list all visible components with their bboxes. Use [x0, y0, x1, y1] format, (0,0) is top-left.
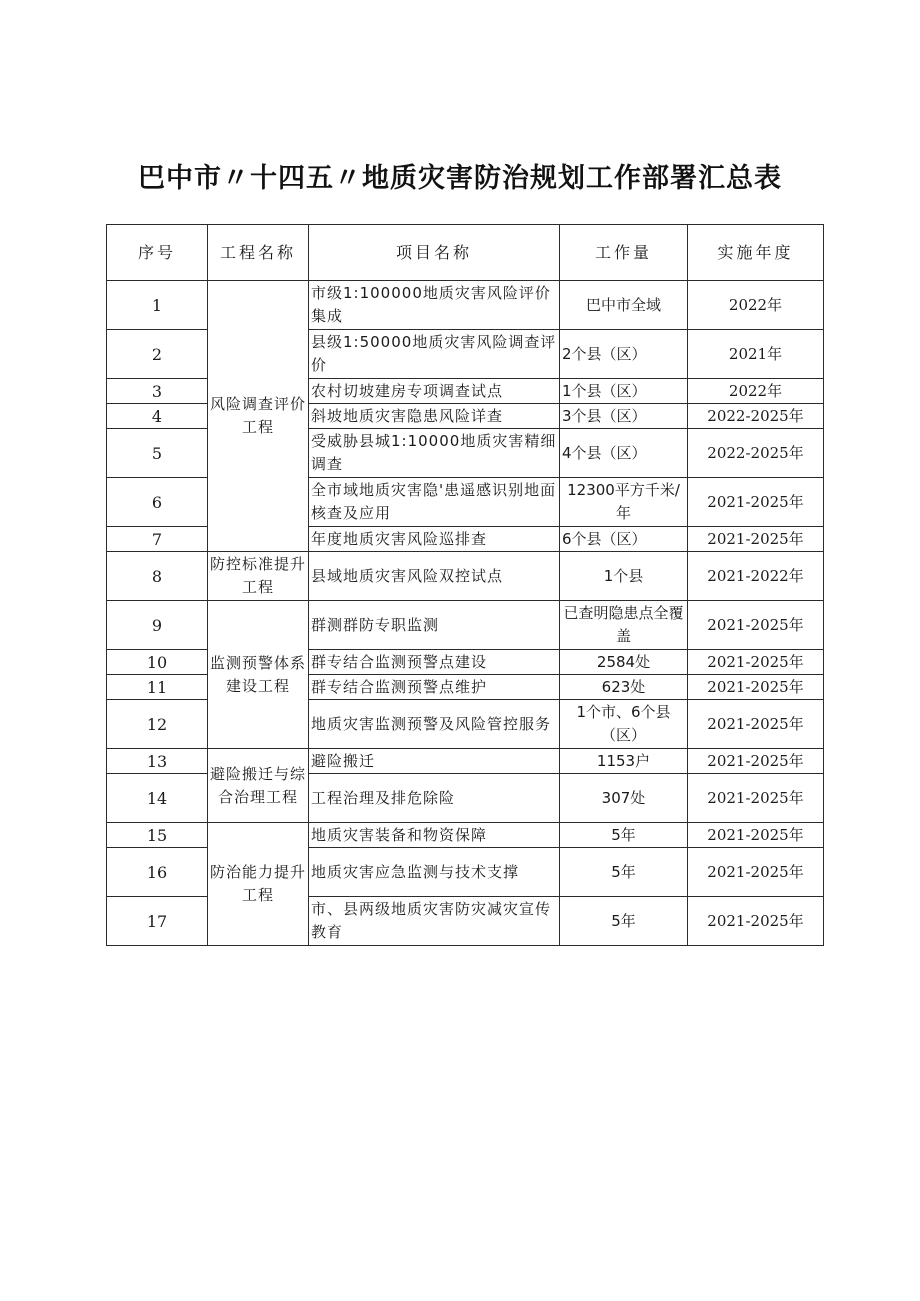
row-no: 2 [107, 330, 208, 379]
row-no: 7 [107, 527, 208, 552]
header-item: 项目名称 [309, 225, 560, 281]
row-no: 5 [107, 429, 208, 478]
period-cell: 2021-2025年 [688, 774, 824, 823]
workload-cell: 12300平方千米/年 [560, 478, 688, 527]
header-workload: 工作量 [560, 225, 688, 281]
item-cell: 县级1:50000地质灾害风险调查评价 [309, 330, 560, 379]
project-group-cell: 防治能力提升工程 [208, 823, 309, 946]
period-cell: 2022-2025年 [688, 404, 824, 429]
period-cell: 2021-2025年 [688, 601, 824, 650]
item-cell: 地质灾害装备和物资保障 [309, 823, 560, 848]
project-group-cell: 风险调查评价工程 [208, 281, 309, 552]
period-cell: 2021-2025年 [688, 700, 824, 749]
row-no: 16 [107, 848, 208, 897]
row-no: 1 [107, 281, 208, 330]
workload-cell: 1153户 [560, 749, 688, 774]
workload-cell: 6个县（区） [560, 527, 688, 552]
workload-cell: 5年 [560, 823, 688, 848]
project-group-cell: 避险搬迁与综合治理工程 [208, 749, 309, 823]
row-no: 13 [107, 749, 208, 774]
period-cell: 2022-2025年 [688, 429, 824, 478]
period-cell: 2021-2025年 [688, 823, 824, 848]
item-cell: 群测群防专职监测 [309, 601, 560, 650]
period-cell: 2021-2022年 [688, 552, 824, 601]
item-cell: 县域地质灾害风险双控试点 [309, 552, 560, 601]
project-group-cell: 监测预警体系建设工程 [208, 601, 309, 749]
workload-cell: 307处 [560, 774, 688, 823]
item-cell: 年度地质灾害风险巡排查 [309, 527, 560, 552]
item-cell: 工程治理及排危除险 [309, 774, 560, 823]
workload-cell: 4个县（区） [560, 429, 688, 478]
row-no: 12 [107, 700, 208, 749]
row-no: 14 [107, 774, 208, 823]
item-cell: 受威胁县城1:10000地质灾害精细调查 [309, 429, 560, 478]
workload-cell: 2584处 [560, 650, 688, 675]
period-cell: 2021-2025年 [688, 650, 824, 675]
row-no: 3 [107, 379, 208, 404]
period-cell: 2021-2025年 [688, 897, 824, 946]
item-cell: 市级1:100000地质灾害风险评价集成 [309, 281, 560, 330]
workload-cell: 1个县 [560, 552, 688, 601]
table-row [107, 552, 824, 601]
item-cell: 群专结合监测预警点建设 [309, 650, 560, 675]
item-cell: 避险搬迁 [309, 749, 560, 774]
header-no: 序号 [107, 225, 208, 281]
row-no: 11 [107, 675, 208, 700]
workload-cell: 1个市、6个县（区） [560, 700, 688, 749]
summary-table [106, 224, 824, 946]
period-cell: 2021-2025年 [688, 749, 824, 774]
item-cell: 农村切坡建房专项调查试点 [309, 379, 560, 404]
row-no: 17 [107, 897, 208, 946]
table-row [107, 823, 824, 848]
table-header-row [107, 225, 824, 281]
row-no: 4 [107, 404, 208, 429]
item-cell: 地质灾害监测预警及风险管控服务 [309, 700, 560, 749]
workload-cell: 已查明隐患点全覆盖 [560, 601, 688, 650]
table-row [107, 281, 824, 330]
workload-cell: 巴中市全域 [560, 281, 688, 330]
period-cell: 2021-2025年 [688, 675, 824, 700]
item-cell: 全市域地质灾害隐'患遥感识别地面核查及应用 [309, 478, 560, 527]
workload-cell: 1个县（区） [560, 379, 688, 404]
item-cell: 地质灾害应急监测与技术支撑 [309, 848, 560, 897]
table-row [107, 601, 824, 650]
period-cell: 2022年 [688, 281, 824, 330]
row-no: 8 [107, 552, 208, 601]
period-cell: 2021-2025年 [688, 848, 824, 897]
workload-cell: 5年 [560, 848, 688, 897]
page-title: 巴中市〃十四五〃地质灾害防治规划工作部署汇总表 [138, 163, 782, 194]
header-project-group: 工程名称 [208, 225, 309, 281]
item-cell: 群专结合监测预警点维护 [309, 675, 560, 700]
workload-cell: 623处 [560, 675, 688, 700]
row-no: 9 [107, 601, 208, 650]
header-period: 实施年度 [688, 225, 824, 281]
period-cell: 2021年 [688, 330, 824, 379]
workload-cell: 5年 [560, 897, 688, 946]
table-row [107, 749, 824, 774]
project-group-cell: 防控标准提升工程 [208, 552, 309, 601]
workload-cell: 3个县（区） [560, 404, 688, 429]
row-no: 15 [107, 823, 208, 848]
row-no: 10 [107, 650, 208, 675]
period-cell: 2021-2025年 [688, 527, 824, 552]
item-cell: 斜坡地质灾害隐患风险详查 [309, 404, 560, 429]
item-cell: 市、县两级地质灾害防灾减灾宣传教育 [309, 897, 560, 946]
period-cell: 2021-2025年 [688, 478, 824, 527]
row-no: 6 [107, 478, 208, 527]
workload-cell: 2个县（区） [560, 330, 688, 379]
period-cell: 2022年 [688, 379, 824, 404]
